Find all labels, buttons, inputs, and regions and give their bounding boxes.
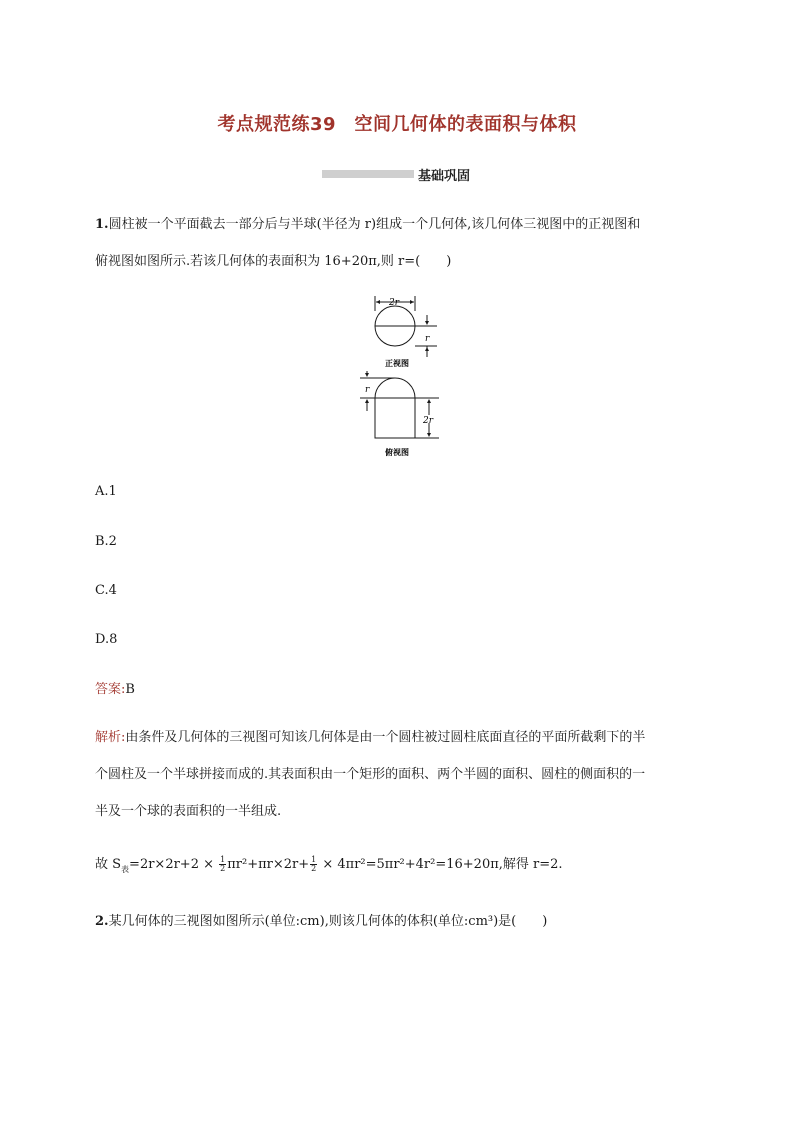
caption-front-view: 正视图 xyxy=(385,359,409,368)
question-1-text-1: 圆柱被一个平面截去一部分后与半球(半径为 r)组成一个几何体,该几何体三视图中的正视图和 xyxy=(108,217,641,232)
analysis-text-1: 由条件及几何体的三视图可知该几何体是由一个圆柱被过圆柱底面直径的平面所截剩下的半 xyxy=(125,730,646,745)
dimension-label-2r-top: 2r xyxy=(423,416,434,426)
answer-label: 答案: xyxy=(95,682,126,697)
dimension-label-r-top: r xyxy=(365,385,370,395)
fraction-half-2: $\frac{1}{2}$ xyxy=(311,855,317,873)
answer-line xyxy=(95,681,135,699)
top-view-rectangle xyxy=(375,398,415,438)
analysis-label: 解析: xyxy=(95,730,126,745)
option-a: A.1 xyxy=(95,484,117,499)
page-title: 考点规范练39 空间几何体的表面积与体积 xyxy=(217,114,577,135)
question-2-text: 某几何体的三视图如图所示(单位:cm),则该几何体的体积(单位:cm³)是( ) xyxy=(108,914,548,929)
question-1-number: 1. xyxy=(95,217,109,232)
dimension-label-2r: 2r xyxy=(389,298,400,308)
analysis-text-2: 个圆柱及一个半球拼接而成的.其表面积由一个矩形的面积、两个半圆的面积、圆柱的侧面积的一 xyxy=(95,767,646,782)
analysis-line-1 xyxy=(95,729,645,747)
section-heading: 基础巩固 xyxy=(418,169,471,184)
option-b: B.2 xyxy=(95,534,117,549)
three-view-figure xyxy=(355,293,445,463)
top-view-semicircle xyxy=(375,378,415,398)
question-1-text-2: 俯视图如图所示.若该几何体的表面积为 16+20π,则 r=( ) xyxy=(95,254,452,269)
analysis-text-3: 半及一个球的表面积的一半组成. xyxy=(95,804,282,819)
caption-top-view: 俯视图 xyxy=(385,448,409,457)
formula-line: 故 $S_表=2r\times 2r+2$ × $\frac{1}{2}$ πr²+πr×2r+ $\frac{1}{2}$ × 4πr²=5πr²+4r²=16+20π,解得 r=2. xyxy=(95,855,563,874)
question-2-number: 2. xyxy=(95,914,109,929)
question-2-line xyxy=(95,913,547,931)
option-d: D.8 xyxy=(95,632,118,647)
fraction-half-1: $\frac{1}{2}$ xyxy=(220,855,226,873)
option-c: C.4 xyxy=(95,583,117,598)
section-divider-bar xyxy=(322,170,414,178)
dimension-label-r-front: r xyxy=(425,334,430,344)
question-1-line-1 xyxy=(95,216,640,234)
answer-value: B xyxy=(125,682,135,697)
